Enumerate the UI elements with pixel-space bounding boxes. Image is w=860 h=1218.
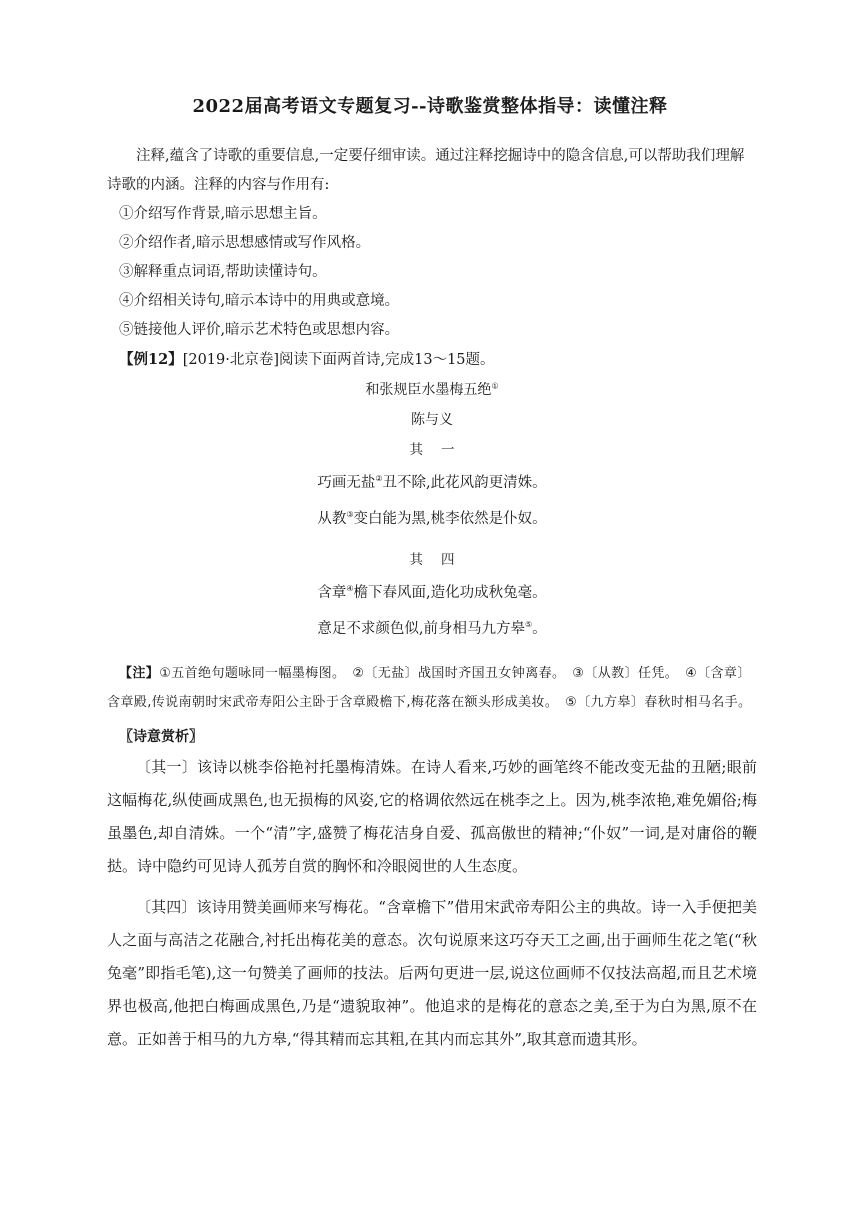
poem-part-heading: 其一 bbox=[409, 442, 473, 458]
poem-line-text: 丑不除,此花风韵更清姝。 bbox=[382, 475, 547, 491]
list-item: ②介绍作者,暗示思想感情或写作风格。 bbox=[119, 235, 371, 251]
poem-title bbox=[107, 375, 757, 405]
poem-block bbox=[107, 375, 757, 647]
list-item: ①介绍写作背景,暗示思想主旨。 bbox=[119, 206, 327, 222]
example-prompt bbox=[107, 345, 757, 375]
poem-line-text: 含章 bbox=[317, 585, 347, 601]
footnote-mark: ② bbox=[375, 474, 383, 484]
footnote-mark: ① bbox=[491, 381, 499, 391]
poem-line-text: 。 bbox=[532, 621, 547, 637]
poem-line bbox=[107, 611, 757, 647]
analysis-heading: 〖诗意赏析〗 bbox=[119, 729, 203, 745]
list-item: ③解释重点词语,帮助读懂诗句。 bbox=[119, 264, 327, 280]
poem-line-text: 檐下春风面,造化功成秋兔毫。 bbox=[353, 585, 547, 601]
poem-author: 陈与义 bbox=[411, 412, 453, 428]
footnote-mark: ④ bbox=[346, 584, 354, 594]
example-text: [2019·北京卷]阅读下面两首诗,完成13～15题。 bbox=[182, 352, 495, 368]
poem-line-text: 意足不求颜色似,前身相马九方皋 bbox=[317, 621, 525, 637]
poem-line-text: 变白能为黑,桃李依然是仆奴。 bbox=[353, 511, 547, 527]
example-label: 【例12】 bbox=[119, 351, 183, 368]
intro-paragraph: 注释,蕴含了诗歌的重要信息,一定要仔细审读。通过注释挖掘诗中的隐含信息,可以帮助我们理解诗歌的内涵。注释的内容与作用有: bbox=[107, 148, 745, 193]
analysis-paragraph: 〔其四〕该诗用赞美画师来写梅花。“含章檐下”借用宋武帝寿阳公主的典故。诗一入手便把美人之面与高洁之花融合,衬托出梅花美的意态。次句说原来这巧夺天工之画,出于画师生花之笔(“秋兔毫”即指毛笔),这一句赞美了画师的技法。后两句更进一层,说这位画师不仅技法高超,而且艺术境界也极高,他把白梅画成黑色,乃是“遗貌取神”。他追求的是梅花的意态之美,至于为白为黑,原不在意。正如善于相马的九方皋,“得其精而忘其粗,在其内而忘其外”,取其意而遗其形。 bbox=[107, 898, 757, 1048]
list-item: ⑤链接他人评价,暗示艺术特色或思想内容。 bbox=[119, 322, 400, 338]
poem-line-text: 巧画无盐 bbox=[317, 475, 376, 491]
document-body bbox=[107, 142, 757, 1056]
notes-label: 【注】 bbox=[119, 666, 160, 681]
poem-title-text: 和张规臣水墨梅五绝 bbox=[365, 382, 492, 398]
analysis-paragraph: 〔其一〕该诗以桃李俗艳衬托墨梅清姝。在诗人看来,巧妙的画笔终不能改变无盐的丑陋;眼前这幅梅花,纵使画成黑色,也无损梅的风姿,它的格调依然远在桃李之上。因为,桃李浓艳,难免媚俗;梅虽墨色,却自清姝。一个“清”字,盛赞了梅花洁身自爱、孤高傲世的精神;“仆奴”一词,是对庸俗的鞭挞。诗中隐约可见诗人孤芳自赏的胸怀和冷眼阅世的人生态度。 bbox=[107, 758, 757, 875]
page-title: 2022届高考语文专题复习--诗歌鉴赏整体指导：读懂注释 bbox=[192, 96, 668, 117]
poem-line bbox=[107, 575, 757, 611]
footnote-mark: ③ bbox=[346, 510, 354, 520]
footnotes bbox=[107, 659, 757, 717]
list-item: ④介绍相关诗句,暗示本诗中的用典或意境。 bbox=[119, 293, 400, 309]
poem-line bbox=[107, 465, 757, 501]
footnote-mark: ⑤ bbox=[524, 620, 533, 630]
poem-part-heading: 其四 bbox=[409, 552, 473, 568]
notes-text: ①五首绝句题咏同一幅墨梅图。 ②〔无盐〕战国时齐国丑女钟离春。 ③〔从教〕任凭。 ④〔含章〕含章殿,传说南朝时宋武帝寿阳公主卧于含章殿檐下,梅花落在额头形成美妆。 ⑤〔九方皋〕春秋时相马名手。 bbox=[107, 666, 752, 710]
spacer bbox=[107, 537, 757, 545]
poem-line bbox=[107, 501, 757, 537]
poem-line-text: 从教 bbox=[317, 511, 347, 527]
